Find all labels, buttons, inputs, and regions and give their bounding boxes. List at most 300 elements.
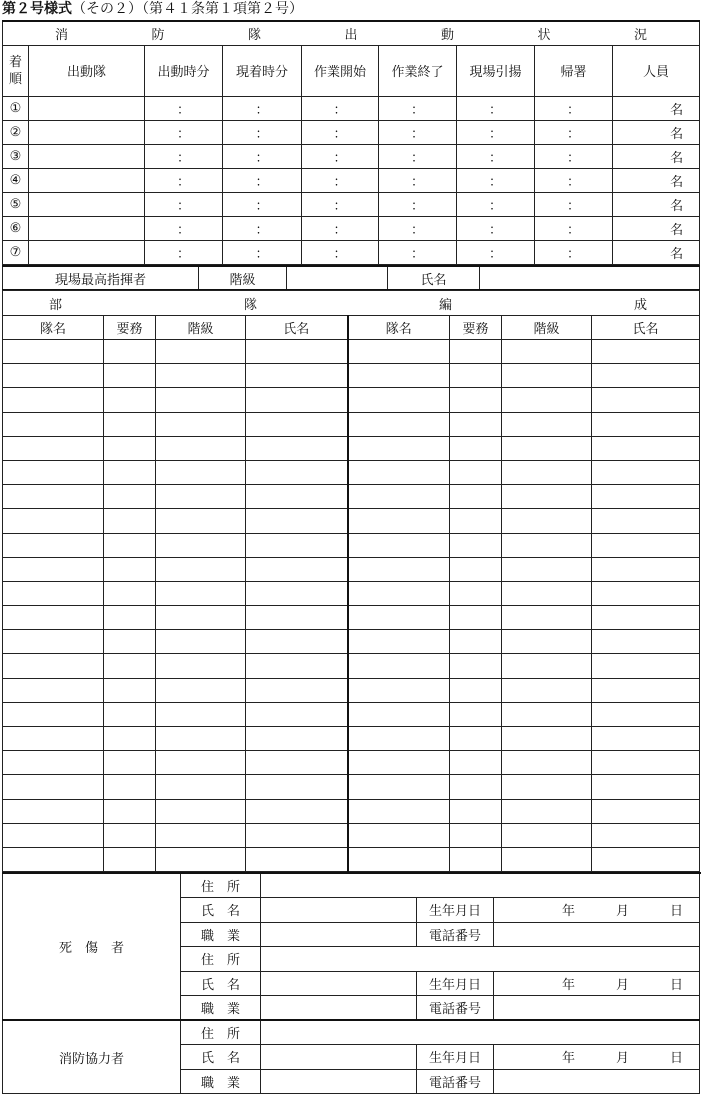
birth-date-units (494, 974, 699, 993)
organization-cell[interactable] (104, 727, 156, 751)
organization-cell[interactable] (104, 799, 156, 823)
organization-cell[interactable] (246, 799, 348, 823)
time-field[interactable]: ： (379, 216, 457, 240)
organization-cell[interactable] (156, 727, 246, 751)
organization-cell[interactable] (450, 606, 502, 630)
form-reference: （その２）（第４１条第１項第２号） (72, 1, 303, 17)
organization-cell[interactable] (592, 727, 700, 751)
address-label: 住 所 (181, 947, 261, 972)
organization-cell[interactable] (104, 412, 156, 436)
time-field[interactable]: ： (223, 96, 302, 120)
time-field[interactable]: ： (145, 192, 223, 216)
organization-cell[interactable] (3, 485, 104, 509)
name-field[interactable] (261, 898, 417, 923)
organization-cell[interactable] (104, 388, 156, 412)
organization-cell[interactable] (156, 775, 246, 799)
organization-cell[interactable] (156, 533, 246, 557)
organization-cell[interactable] (450, 388, 502, 412)
organization-cell[interactable] (450, 533, 502, 557)
organization-cell[interactable] (348, 460, 450, 484)
organization-cell[interactable] (502, 557, 592, 581)
time-field[interactable]: ： (379, 96, 457, 120)
organization-cell[interactable] (104, 533, 156, 557)
organization-row (3, 509, 700, 533)
organization-cell[interactable] (156, 412, 246, 436)
col-personnel: 人員 (613, 45, 700, 96)
organization-cell[interactable] (450, 557, 502, 581)
organization-cell[interactable] (156, 485, 246, 509)
organization-cell[interactable] (3, 606, 104, 630)
time-field[interactable]: ： (302, 96, 379, 120)
time-field[interactable]: ： (535, 216, 613, 240)
organization-cell[interactable] (592, 412, 700, 436)
organization-cell[interactable] (502, 533, 592, 557)
occupation-label: 職 業 (181, 996, 261, 1021)
name-label: 氏 名 (181, 971, 261, 996)
dispatch-unit-field[interactable] (29, 216, 145, 240)
organization-col-header: 氏名 (246, 316, 348, 340)
personnel-field[interactable]: 名 (613, 192, 700, 216)
organization-cell[interactable] (450, 340, 502, 364)
dispatch-unit-field[interactable] (29, 168, 145, 192)
organization-cell[interactable] (348, 412, 450, 436)
organization-cell[interactable] (246, 533, 348, 557)
organization-row (3, 727, 700, 751)
organization-cell[interactable] (104, 485, 156, 509)
organization-cell[interactable] (3, 727, 104, 751)
personnel-field[interactable]: 名 (613, 168, 700, 192)
dispatch-heading-char: 隊 (248, 27, 262, 43)
organization-cell[interactable] (592, 581, 700, 605)
organization-cell[interactable] (450, 364, 502, 388)
time-field[interactable]: ： (302, 144, 379, 168)
organization-cell[interactable] (502, 460, 592, 484)
organization-cell[interactable] (3, 436, 104, 460)
time-field[interactable]: ： (535, 168, 613, 192)
organization-cell[interactable] (156, 606, 246, 630)
time-field[interactable]: ： (457, 192, 535, 216)
time-field[interactable]: ： (223, 192, 302, 216)
organization-cell[interactable] (246, 654, 348, 678)
organization-cell[interactable] (246, 436, 348, 460)
organization-cell[interactable] (246, 823, 348, 847)
time-field[interactable]: ： (379, 168, 457, 192)
time-field[interactable]: ： (379, 120, 457, 144)
organization-cell[interactable] (348, 533, 450, 557)
organization-cell[interactable] (450, 654, 502, 678)
col-withdraw: 現場引揚 (457, 45, 535, 96)
organization-heading-char: 成 (634, 297, 648, 313)
organization-cell[interactable] (348, 557, 450, 581)
year-unit: 年 (562, 1051, 576, 1067)
organization-cell[interactable] (592, 799, 700, 823)
organization-cell[interactable] (502, 751, 592, 775)
organization-heading-row (3, 291, 700, 316)
organization-row (3, 751, 700, 775)
organization-cell[interactable] (156, 436, 246, 460)
organization-cell[interactable] (3, 654, 104, 678)
time-field[interactable]: ： (302, 192, 379, 216)
organization-cell[interactable] (348, 847, 450, 871)
organization-cell[interactable] (156, 364, 246, 388)
organization-row (3, 678, 700, 702)
organization-row (3, 606, 700, 630)
time-field[interactable]: ： (302, 216, 379, 240)
organization-cell[interactable] (104, 630, 156, 654)
organization-cell[interactable] (592, 678, 700, 702)
organization-cell[interactable] (450, 727, 502, 751)
name-field[interactable] (261, 1045, 417, 1070)
organization-cell[interactable] (592, 630, 700, 654)
organization-cell[interactable] (3, 557, 104, 581)
organization-cell[interactable] (246, 340, 348, 364)
organization-cell[interactable] (348, 436, 450, 460)
phone-field[interactable] (494, 996, 700, 1021)
organization-cell[interactable] (156, 847, 246, 871)
dispatch-unit-field[interactable] (29, 96, 145, 120)
birth-label: 生年月日 (417, 898, 494, 923)
organization-cell[interactable] (3, 799, 104, 823)
organization-cell[interactable] (348, 823, 450, 847)
occupation-field[interactable] (261, 922, 417, 947)
dispatch-unit-field[interactable] (29, 192, 145, 216)
organization-cell[interactable] (502, 727, 592, 751)
organization-cell[interactable] (246, 388, 348, 412)
organization-cell[interactable] (246, 702, 348, 726)
organization-cell[interactable] (246, 412, 348, 436)
organization-cell[interactable] (592, 388, 700, 412)
organization-cell[interactable] (246, 460, 348, 484)
organization-cell[interactable] (3, 823, 104, 847)
commander-rank-field[interactable] (287, 266, 388, 290)
time-field[interactable]: ： (457, 144, 535, 168)
organization-cell[interactable] (3, 364, 104, 388)
organization-cell[interactable] (104, 460, 156, 484)
organization-cell[interactable] (592, 364, 700, 388)
organization-cell[interactable] (3, 847, 104, 871)
organization-heading (3, 291, 700, 316)
organization-cell[interactable] (104, 678, 156, 702)
organization-cell[interactable] (3, 412, 104, 436)
organization-cell[interactable] (450, 847, 502, 871)
name-field[interactable] (261, 971, 417, 996)
time-field[interactable]: ： (223, 168, 302, 192)
phone-label: 電話番号 (417, 1069, 494, 1094)
organization-cell[interactable] (502, 823, 592, 847)
time-field[interactable]: ： (535, 144, 613, 168)
organization-cell[interactable] (3, 678, 104, 702)
organization-col-header: 隊名 (348, 316, 450, 340)
organization-cell[interactable] (592, 509, 700, 533)
organization-cell[interactable] (104, 509, 156, 533)
organization-cell[interactable] (450, 460, 502, 484)
organization-cell[interactable] (450, 412, 502, 436)
personnel-field[interactable]: 名 (613, 120, 700, 144)
time-field[interactable]: ： (457, 120, 535, 144)
organization-cell[interactable] (592, 751, 700, 775)
organization-cell[interactable] (246, 581, 348, 605)
organization-cell[interactable] (502, 340, 592, 364)
organization-cell[interactable] (246, 364, 348, 388)
birth-date-units (494, 1047, 699, 1066)
time-field[interactable]: ： (223, 144, 302, 168)
organization-cell[interactable] (348, 799, 450, 823)
organization-cell[interactable] (104, 557, 156, 581)
dispatch-row-number: ③ (3, 144, 29, 168)
organization-cell[interactable] (592, 533, 700, 557)
organization-cell[interactable] (592, 775, 700, 799)
organization-row (3, 823, 700, 847)
organization-cell[interactable] (502, 775, 592, 799)
organization-cell[interactable] (502, 436, 592, 460)
organization-row (3, 847, 700, 871)
commander-row (3, 266, 700, 290)
organization-cell[interactable] (104, 751, 156, 775)
organization-cell[interactable] (348, 606, 450, 630)
organization-cell[interactable] (156, 751, 246, 775)
time-field[interactable]: ： (145, 96, 223, 120)
dispatch-row (3, 168, 700, 192)
organization-cell[interactable] (3, 460, 104, 484)
day-unit: 日 (669, 1051, 683, 1067)
col-dispatch-time: 出動時分 (145, 45, 223, 96)
time-field[interactable]: ： (379, 240, 457, 264)
time-field[interactable]: ： (535, 240, 613, 264)
organization-cell[interactable] (592, 340, 700, 364)
time-field[interactable]: ： (535, 96, 613, 120)
address-field[interactable] (261, 873, 700, 898)
col-arrival-time: 現着時分 (223, 45, 302, 96)
dispatch-row-number: ④ (3, 168, 29, 192)
time-field[interactable]: ： (457, 168, 535, 192)
organization-cell[interactable] (502, 654, 592, 678)
organization-cell[interactable] (450, 775, 502, 799)
time-field[interactable]: ： (302, 120, 379, 144)
organization-cell[interactable] (156, 581, 246, 605)
organization-cell[interactable] (592, 606, 700, 630)
organization-cell[interactable] (502, 485, 592, 509)
organization-cell[interactable] (246, 509, 348, 533)
time-field[interactable]: ： (457, 96, 535, 120)
organization-cell[interactable] (156, 509, 246, 533)
name-label: 氏 名 (181, 898, 261, 923)
dispatch-heading (3, 21, 700, 45)
personnel-field[interactable]: 名 (613, 96, 700, 120)
organization-cell[interactable] (104, 606, 156, 630)
organization-cell[interactable] (246, 630, 348, 654)
organization-table (2, 290, 700, 872)
organization-cell[interactable] (3, 581, 104, 605)
commander-name-field[interactable] (480, 266, 700, 290)
time-field[interactable]: ： (145, 216, 223, 240)
organization-col-header: 要務 (450, 316, 502, 340)
organization-cell[interactable] (502, 364, 592, 388)
organization-cell[interactable] (156, 630, 246, 654)
organization-cell[interactable] (156, 823, 246, 847)
organization-cell[interactable] (104, 364, 156, 388)
dispatch-heading-char: 動 (441, 27, 455, 43)
organization-cell[interactable] (3, 702, 104, 726)
organization-cell[interactable] (450, 485, 502, 509)
organization-cell[interactable] (348, 727, 450, 751)
organization-cell[interactable] (502, 412, 592, 436)
col-work-end: 作業終了 (379, 45, 457, 96)
organization-cell[interactable] (502, 388, 592, 412)
birth-date-field[interactable] (494, 971, 700, 996)
organization-cell[interactable] (592, 654, 700, 678)
organization-cell[interactable] (592, 436, 700, 460)
organization-cell[interactable] (104, 436, 156, 460)
dispatch-unit-field[interactable] (29, 240, 145, 264)
organization-cell[interactable] (502, 630, 592, 654)
organization-cell[interactable] (348, 485, 450, 509)
organization-cell[interactable] (502, 847, 592, 871)
organization-cell[interactable] (246, 557, 348, 581)
organization-cell[interactable] (104, 581, 156, 605)
personnel-field[interactable]: 名 (613, 144, 700, 168)
time-field[interactable]: ： (535, 120, 613, 144)
organization-cell[interactable] (450, 630, 502, 654)
address-field[interactable] (261, 1020, 700, 1045)
birth-date-field[interactable] (494, 1045, 700, 1070)
organization-cell[interactable] (450, 751, 502, 775)
organization-cell[interactable] (502, 581, 592, 605)
day-unit: 日 (669, 904, 683, 920)
organization-row (3, 702, 700, 726)
organization-cell[interactable] (450, 702, 502, 726)
organization-cell[interactable] (450, 678, 502, 702)
time-field[interactable]: ： (145, 240, 223, 264)
time-field[interactable]: ： (379, 144, 457, 168)
time-field[interactable]: ： (145, 168, 223, 192)
organization-cell[interactable] (3, 533, 104, 557)
dispatch-unit-field[interactable] (29, 120, 145, 144)
occupation-field[interactable] (261, 996, 417, 1021)
organization-row (3, 630, 700, 654)
organization-cell[interactable] (3, 340, 104, 364)
organization-col-header: 隊名 (3, 316, 104, 340)
occupation-field[interactable] (261, 1069, 417, 1094)
time-field[interactable]: ： (457, 240, 535, 264)
time-field[interactable]: ： (302, 240, 379, 264)
organization-cell[interactable] (592, 557, 700, 581)
organization-cell[interactable] (348, 364, 450, 388)
organization-cell[interactable] (3, 388, 104, 412)
organization-cell[interactable] (592, 485, 700, 509)
organization-cell[interactable] (450, 581, 502, 605)
organization-cell[interactable] (156, 340, 246, 364)
personnel-field[interactable]: 名 (613, 216, 700, 240)
organization-cell[interactable] (246, 775, 348, 799)
organization-cell[interactable] (348, 581, 450, 605)
organization-cell[interactable] (348, 775, 450, 799)
phone-field[interactable] (494, 922, 700, 947)
organization-cell[interactable] (450, 509, 502, 533)
organization-cell[interactable] (246, 678, 348, 702)
organization-cell[interactable] (450, 823, 502, 847)
organization-cell[interactable] (104, 654, 156, 678)
organization-cell[interactable] (3, 775, 104, 799)
organization-cell[interactable] (348, 702, 450, 726)
time-field[interactable]: ： (535, 192, 613, 216)
person-group-label: 死 傷 者 (3, 873, 181, 1020)
organization-cell[interactable] (502, 799, 592, 823)
organization-cell[interactable] (348, 678, 450, 702)
phone-label: 電話番号 (417, 922, 494, 947)
organization-cell[interactable] (104, 823, 156, 847)
organization-cell[interactable] (156, 557, 246, 581)
birth-date-field[interactable] (494, 898, 700, 923)
time-field[interactable]: ： (223, 216, 302, 240)
phone-field[interactable] (494, 1069, 700, 1094)
organization-cell[interactable] (156, 654, 246, 678)
time-field[interactable]: ： (223, 240, 302, 264)
month-unit: 月 (615, 904, 629, 920)
organization-cell[interactable] (156, 460, 246, 484)
organization-cell[interactable] (156, 702, 246, 726)
time-field[interactable]: ： (302, 168, 379, 192)
address-label: 住 所 (181, 873, 261, 898)
organization-cell[interactable] (246, 485, 348, 509)
organization-cell[interactable] (104, 775, 156, 799)
dispatch-row-number: ⑥ (3, 216, 29, 240)
address-field[interactable] (261, 947, 700, 972)
organization-cell[interactable] (592, 847, 700, 871)
organization-cell[interactable] (502, 678, 592, 702)
organization-cell[interactable] (104, 847, 156, 871)
time-field[interactable]: ： (457, 216, 535, 240)
time-field[interactable]: ： (223, 120, 302, 144)
organization-cell[interactable] (592, 702, 700, 726)
personnel-field[interactable]: 名 (613, 240, 700, 264)
organization-cell[interactable] (502, 702, 592, 726)
dispatch-row-number: ① (3, 96, 29, 120)
organization-cell[interactable] (450, 436, 502, 460)
organization-cell[interactable] (104, 340, 156, 364)
dispatch-unit-field[interactable] (29, 144, 145, 168)
organization-cell[interactable] (348, 340, 450, 364)
organization-cell[interactable] (246, 847, 348, 871)
time-field[interactable]: ： (145, 120, 223, 144)
organization-cell[interactable] (104, 702, 156, 726)
organization-cell[interactable] (348, 751, 450, 775)
organization-cell[interactable] (348, 388, 450, 412)
organization-col-header: 要務 (104, 316, 156, 340)
organization-cell[interactable] (348, 630, 450, 654)
organization-cell[interactable] (156, 678, 246, 702)
commander-rank-label: 階級 (199, 266, 287, 290)
organization-cell[interactable] (502, 606, 592, 630)
organization-cell[interactable] (156, 388, 246, 412)
organization-cell[interactable] (3, 751, 104, 775)
organization-cell[interactable] (246, 727, 348, 751)
organization-cell[interactable] (592, 460, 700, 484)
dispatch-row-number: ⑤ (3, 192, 29, 216)
person-group-label: 消防協力者 (3, 1020, 181, 1094)
organization-cell[interactable] (348, 654, 450, 678)
organization-cell[interactable] (246, 751, 348, 775)
organization-cell[interactable] (156, 799, 246, 823)
time-field[interactable]: ： (379, 192, 457, 216)
time-field[interactable]: ： (145, 144, 223, 168)
organization-cell[interactable] (246, 606, 348, 630)
organization-cell[interactable] (3, 509, 104, 533)
organization-cell[interactable] (592, 823, 700, 847)
organization-cell[interactable] (450, 799, 502, 823)
organization-cell[interactable] (348, 509, 450, 533)
organization-cell[interactable] (502, 509, 592, 533)
organization-cell[interactable] (3, 630, 104, 654)
